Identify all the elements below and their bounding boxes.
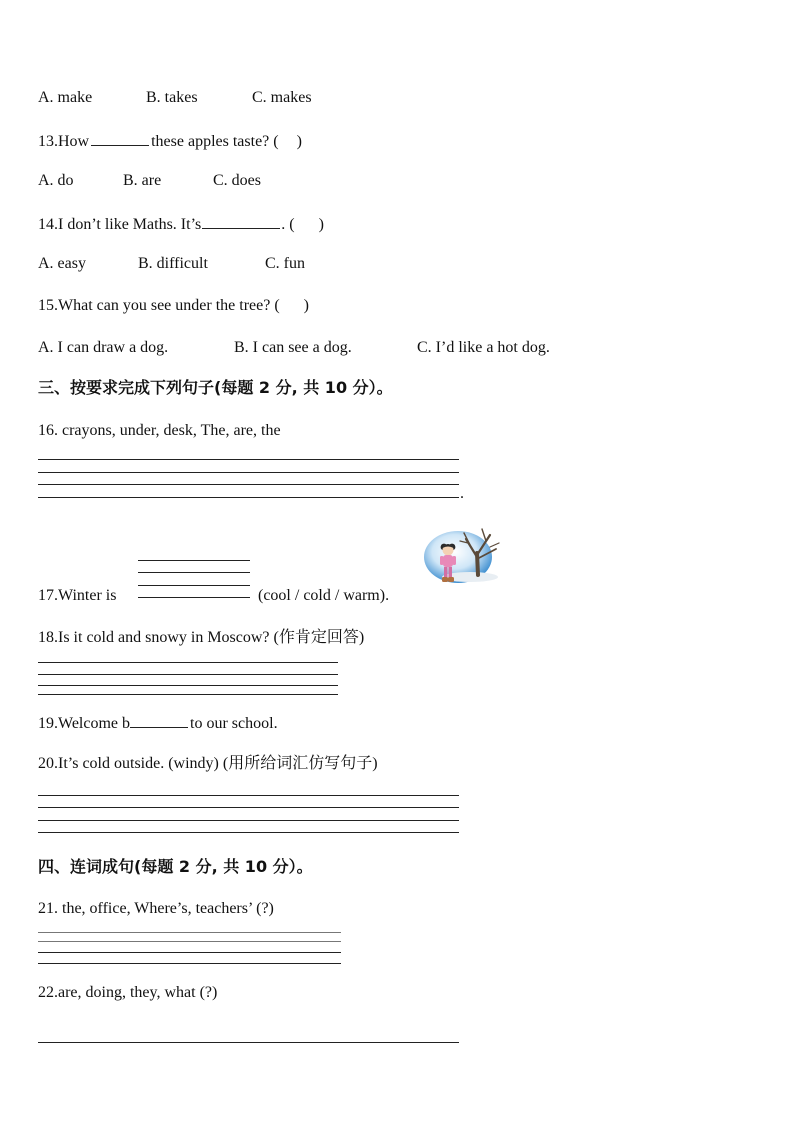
- q22-answer-line[interactable]: [38, 1042, 459, 1043]
- q18-answer-line-1[interactable]: [38, 662, 338, 663]
- q21-answer-line-4[interactable]: [38, 963, 341, 964]
- q13-blank[interactable]: [91, 130, 149, 146]
- q16-answer-line-1[interactable]: [38, 459, 459, 460]
- q16-answer-line-3[interactable]: [38, 484, 459, 485]
- q12-option-b: B. takes: [146, 89, 198, 106]
- q14-option-c: C. fun: [265, 255, 305, 272]
- q18-answer-line-3[interactable]: [38, 685, 338, 686]
- q22-prompt: 22.are, doing, they, what (?): [38, 984, 218, 1001]
- q20-answer-line-1[interactable]: [38, 795, 459, 796]
- q17-answer-line-1[interactable]: [138, 560, 250, 561]
- section-3-heading: 三、按要求完成下列句子(每题 2 分, 共 10 分）。: [38, 378, 393, 397]
- q18-answer-line-2[interactable]: [38, 674, 338, 675]
- q13-stem: [38, 130, 302, 152]
- q20-prompt: 20.It’s cold outside. (windy) (用所给词汇仿写句子): [38, 755, 378, 772]
- q14-stem-end: . (: [281, 216, 295, 233]
- winter-girl-tree-illustration: [420, 525, 502, 591]
- q21-answer-line-3[interactable]: [38, 952, 341, 953]
- q15-option-c: C. I’d like a hot dog.: [417, 339, 550, 356]
- q20-answer-line-4[interactable]: [38, 832, 459, 833]
- q15-stem-text: 15.What can you see under the tree? (: [38, 297, 280, 314]
- q13-stem-start: 13.How: [38, 133, 90, 150]
- q14-blank[interactable]: [202, 213, 280, 229]
- q16-end-period: .: [460, 485, 464, 502]
- q16-prompt: 16. crayons, under, desk, The, are, the: [38, 422, 281, 439]
- q17-answer-line-4[interactable]: [138, 597, 250, 598]
- q17-answer-line-3[interactable]: [138, 585, 250, 586]
- q18-answer-line-4[interactable]: [38, 694, 338, 695]
- q14-stem: [38, 213, 324, 235]
- q21-answer-line-2[interactable]: [38, 941, 341, 942]
- q16-answer-line-4[interactable]: [38, 497, 459, 498]
- q19-stem: [38, 712, 278, 734]
- q14-option-b: B. difficult: [138, 255, 208, 272]
- q13-close-paren: ): [296, 133, 302, 150]
- section-4-heading: 四、连词成句(每题 2 分, 共 10 分）。: [38, 857, 313, 876]
- q15-close-paren: ): [303, 297, 309, 314]
- q13-option-b: B. are: [123, 172, 162, 189]
- q14-option-a: A. easy: [38, 255, 86, 272]
- q13-stem-end: these apples taste? (: [151, 133, 279, 150]
- q17-answer-line-2[interactable]: [138, 572, 250, 573]
- q20-answer-line-3[interactable]: [38, 820, 459, 821]
- q17-stem-start: 17.Winter is: [38, 587, 117, 604]
- q21-prompt: 21. the, office, Where’s, teachers’ (?): [38, 900, 274, 917]
- q13-option-a: A. do: [38, 172, 74, 189]
- q13-option-c: C. does: [213, 172, 261, 189]
- q19-stem-end: to our school.: [190, 715, 278, 732]
- q12-option-a: A. make: [38, 89, 93, 106]
- q20-answer-line-2[interactable]: [38, 807, 459, 808]
- q14-close-paren: ): [318, 216, 324, 233]
- q19-blank[interactable]: [130, 712, 188, 728]
- q21-answer-line-1[interactable]: [38, 932, 341, 933]
- q17-word-choices: (cool / cold / warm).: [258, 587, 390, 604]
- q15-option-a: A. I can draw a dog.: [38, 339, 169, 356]
- q18-prompt: 18.Is it cold and snowy in Moscow? (作肯定回答): [38, 629, 365, 646]
- q14-stem-start: 14.I don’t like Maths. It’s: [38, 216, 202, 233]
- q15-stem: [38, 296, 309, 316]
- q16-answer-line-2[interactable]: [38, 472, 459, 473]
- q19-stem-start: 19.Welcome b: [38, 715, 131, 732]
- q12-option-c: C. makes: [252, 89, 312, 106]
- q15-option-b: B. I can see a dog.: [234, 339, 352, 356]
